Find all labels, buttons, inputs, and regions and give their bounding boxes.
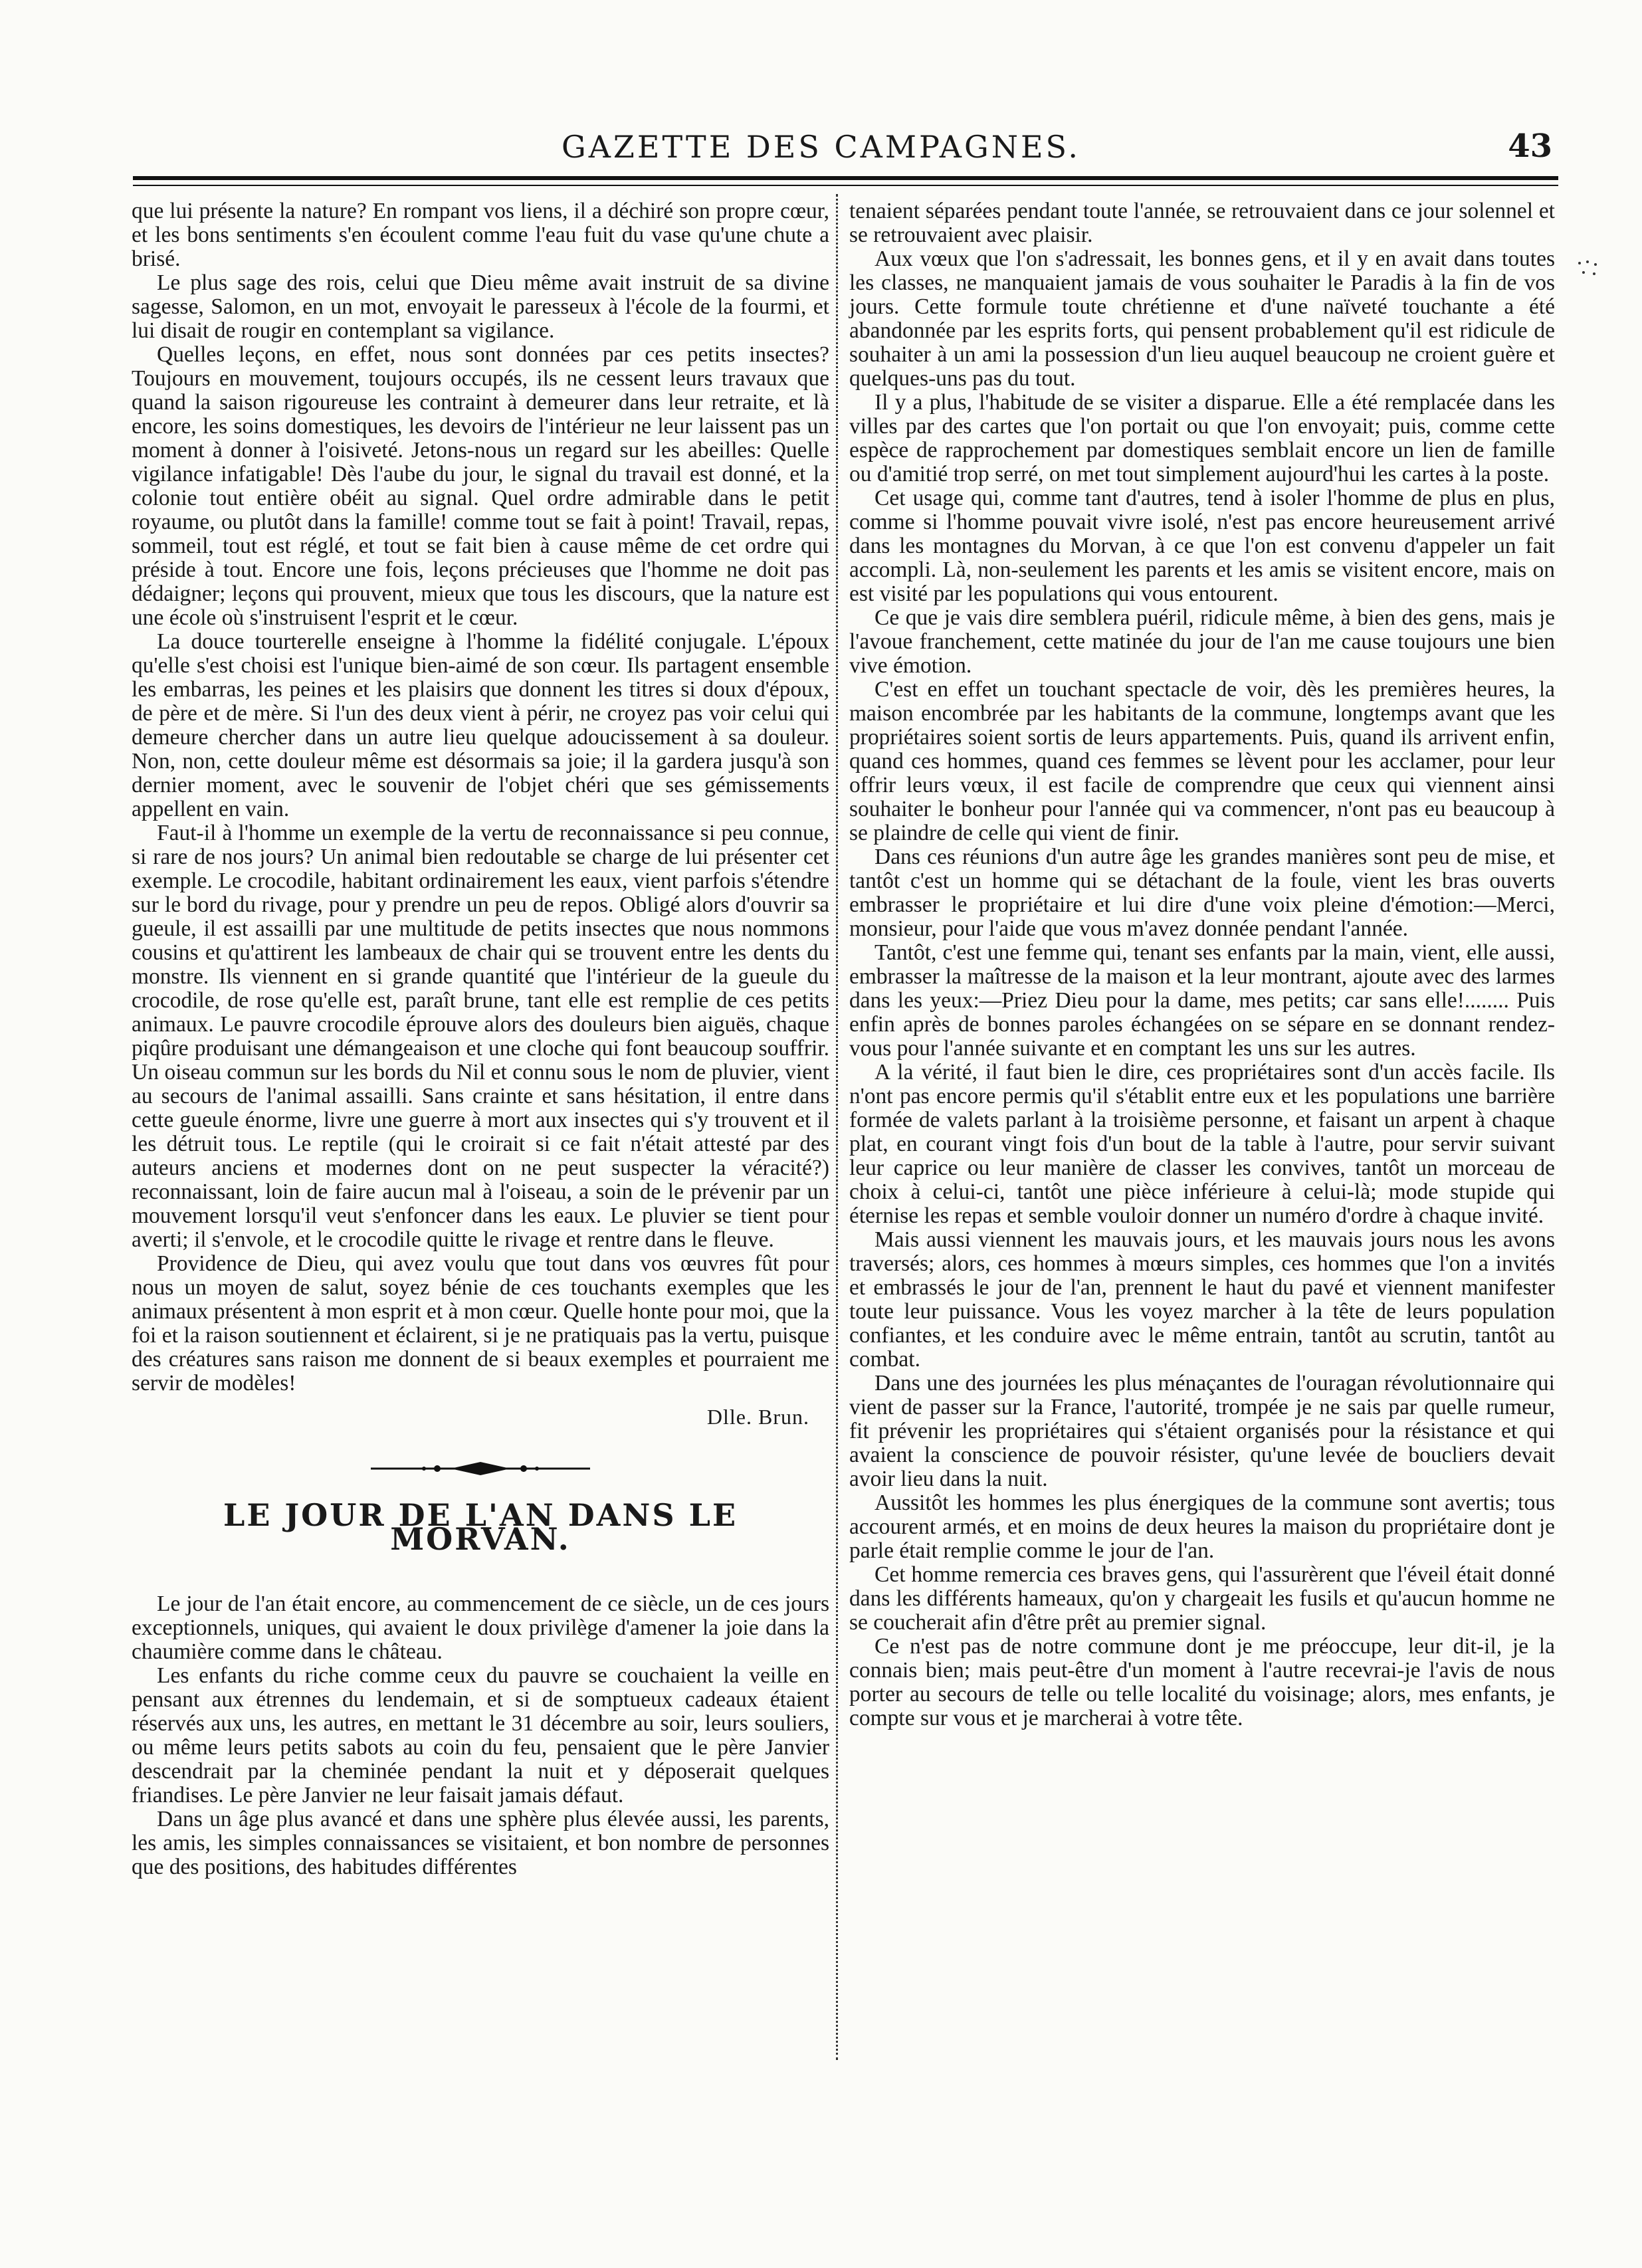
article-paragraph: Tantôt, c'est une femme qui, tenant ses enfants par la main, vient, elle aussi, embrasser la maîtresse de la maison et la leur montrant, ajoute avec des larmes dans les yeux:—Priez Dieu pour la dame, mes petits; car sans elle!........ Puis enfin après de bonnes paroles échangées on se sépare en se donnant rendez-vous pour l'année suivante et en comptant les uns sur les autres. [849, 940, 1555, 1061]
article-paragraph: Dans ces réunions d'un autre âge les grandes manières sont peu de mise, et tantôt c'est un homme qui se détachant de la foule, vient les bras ouverts embrasser le propriétaire et lui dire d'une voix pleine d'émotion:—Merci, monsieur, pour l'aide que vous m'avez donnée pendant l'année. [849, 845, 1555, 941]
article-paragraph: que lui présente la nature? En rompant vos liens, il a déchiré son propre cœur, et les bons sentiments s'en écoulent comme l'eau fuit du vase qu'une chute a brisé. [132, 199, 829, 271]
column-divider [836, 194, 845, 2060]
article-paragraph: Cet homme remercia ces braves gens, qui l'assurèrent que l'éveil était donné dans les différents hameaux, qu'on y chargeait les fusils et qu'aucun homme ne se coucherait afin d'être prêt au premier signal. [849, 1562, 1555, 1635]
margin-marks [1576, 258, 1602, 278]
right-column [849, 199, 1555, 1730]
article-paragraph: La douce tourterelle enseigne à l'homme la fidélité conjugale. L'époux qu'elle s'est choisi est l'unique bien-aimé de son cœur. Ils partagent ensemble les embarras, les peines et les plaisirs que donnent les titres si doux d'époux, de père et de mère. Si l'un des deux vient à périr, ne croyez pas voir celui qui demeure chercher dans un autre lieu quelque adoucissement à sa douleur. Non, non, cette douleur même est désormais sa joie; il la gardera jusqu'à son dernier moment, avec le souvenir de l'objet chéri que ses gémissements appellent en vain. [132, 629, 829, 821]
section-title: LE JOUR DE L'AN DANS LE MORVAN. [223, 1497, 738, 1557]
article-paragraph: Mais aussi viennent les mauvais jours, et les mauvais jours nous les avons traversés; alors, ces hommes à mœurs simples, ces hommes que l'on a invités et embrassés le jour de l'an, prennent le haut du pavé et viennent manifester toute leur puissance. Vous les voyez marcher à la tête de leurs population confiantes, et les conduire avec le même entrain, tantôt au scrutin, tantôt au combat. [849, 1227, 1555, 1372]
article-paragraph: Dans une des journées les plus ménaçantes de l'ouragan révolutionnaire qui vient de passer sur la France, l'autorité, trompée je ne sais par quelle rumeur, fit prévenir les propriétaires qui s'étaient organisés pour la résistance et qui avaient la conscience de pouvoir résister, qu'une levée de boucliers devait avoir lieu dans la nuit. [849, 1371, 1555, 1491]
header-rule-thin [133, 185, 1558, 186]
page-number: 43 [1508, 128, 1552, 165]
article-paragraph: Faut-il à l'homme un exemple de la vertu de reconnaissance si peu connue, si rare de nos jours? Un animal bien redoutable se charge de lui présenter cet exemple. Le crocodile, habitant ordinairement les eaux, vient parfois s'étendre sur le bord du rivage, pour y prendre un peu de repos. Obligé alors d'ouvrir sa gueule, il est assailli par une multitude de petits insectes que nous nommons cousins et qu'attirent les lambeaux de chair qui se trouvent entre les dents du monstre. Ils viennent en si grande quantité que l'intérieur de la gueule du crocodile, de rose qu'elle est, paraît brune, tant elle est remplie de ces petits animaux. Le pauvre crocodile éprouve alors des douleurs bien aiguës, chaque piqûre produisant une démangeaison et une cloche qui font beaucoup souffrir. Un oiseau commun sur les bords du Nil et connu sous le nom de pluvier, vient au secours de l'animal assailli. Sans crainte et sans hésitation, il entre dans cette gueule énorme, livre une guerre à mort aux insectes qui s'y trouvent et il les détruit tous. Le reptile (qui le croirait si ce fait n'était attesté par des auteurs anciens et modernes dont on ne peut suspecter la véracité?) reconnaissant, loin de faire aucun mal à l'oiseau, a soin de le prévenir par un mouvement lorsqu'il veut s'enfoncer dans les eaux. Le pluvier se tient pour averti; il s'envole, et le crocodile quitte le rivage et rentre dans le fleuve. [132, 821, 829, 1252]
article-paragraph: Cet usage qui, comme tant d'autres, tend à isoler l'homme de plus en plus, comme si l'homme pouvait vivre isolé, n'est pas encore heureusement arrivé dans les montagnes du Morvan, à ce que l'on est convenu d'appeler un fait accompli. Là, non-seulement les parents et les amis se visitent encore, mais on est visité par les populations qui vous entourent. [849, 486, 1555, 606]
article-paragraph: Le plus sage des rois, celui que Dieu même avait instruit de sa divine sagesse, Salomon, en un mot, envoyait le paresseux à l'école de la fourmi, et lui disait de rougir en contemplant sa vigilance. [132, 270, 829, 343]
article-paragraph: Aussitôt les hommes les plus énergiques de la commune sont avertis; tous accourent armés, et en moins de deux heures la maison du propriétaire dont je parle était remplie comme le jour de l'an. [849, 1491, 1555, 1563]
article-paragraph: Quelles leçons, en effet, nous sont données par ces petits insectes? Toujours en mouvement, toujours occupés, ils ne cessent leurs travaux que quand la saison rigoureuse les contraint à demeurer dans leur retraite, et là encore, les soins domestiques, les devoirs de l'intérieur ne leur laissent pas un moment à donner à l'oisiveté. Jetons-nous un regard sur les abeilles: Quelle vigilance infatigable! Dès l'aube du jour, le signal du travail est donné, et la colonie tout entière obéit au signal. Quel ordre admirable dans le petit royaume, ou plutôt dans la famille! comme tout se fait à point! Travail, repas, sommeil, tout est réglé, et tout se fait bien à cause même de cet ordre qui préside à tout. Encore une fois, leçons précieuses que l'homme ne doit pas dédaigner; leçons qui prouvent, mieux que tous les discours, que la nature est une école où s'instruisent l'esprit et le cœur. [132, 342, 829, 630]
page-header-title: GAZETTE DES CAMPAGNES. [561, 129, 1081, 165]
article-paragraph: Ce que je vais dire semblera puéril, ridicule même, à bien des gens, mais je l'avoue franchement, cette matinée du jour de l'an me cause toujours une bien vive émotion. [849, 605, 1555, 678]
article-paragraph: Ce n'est pas de notre commune dont je me préoccupe, leur dit-il, je la connais bien; mais peut-être d'un moment à l'autre recevrai-je l'avis de nous porter au secours de telle ou telle localité du voisinage; alors, mes enfants, je compte sur vous et je marcherai à votre tête. [849, 1634, 1555, 1730]
article-paragraph: C'est en effet un touchant spectacle de voir, dès les premières heures, la maison encombrée par les habitants de la commune, longtemps avant que les propriétaires soient sortis de leurs appartements. Puis, quand ils arrivent enfin, quand ces hommes, quand ces femmes se lèvent pour les acclamer, pour leur offrir leurs vœux, il est facile de comprendre que ceux qui viennent ainsi souhaiter le bonheur pour l'année qui va commencer, n'ont pas eu beaucoup à se plaindre de celle qui vient de finir. [849, 677, 1555, 845]
article-paragraph: Il y a plus, l'habitude de se visiter a disparue. Elle a été remplacée dans les villes par des cartes que l'on portait ou que l'on envoyait; puis, comme cette espèce de rapprochement par domestiques semblait encore un lien de famille ou d'amitié trop serré, on met tout simplement aujourd'hui les cartes à la poste. [849, 390, 1555, 486]
author-signature: Dlle. Brun. [706, 1405, 809, 1429]
left-column [132, 199, 829, 1879]
article-paragraph: Le jour de l'an était encore, au commencement de ce siècle, un de ces jours exceptionnels, uniques, qui avaient le doux privilège d'amener la joie dans la chaumière comme dans le château. [132, 1592, 829, 1664]
article-paragraph: Dans un âge plus avancé et dans une sphère plus élevée aussi, les parents, les amis, les simples connaissances se visitaient, et bon nombre de personnes que des positions, des habitudes différentes [132, 1807, 829, 1879]
article-paragraph: A la vérité, il faut bien le dire, ces propriétaires sont d'un accès facile. Ils n'ont pas encore permis qu'il s'établit entre eux et les populations une barrière formée de valets parlant à la troisième personne, et faisant un arpent à chaque plat, en courant vingt fois d'un bout de la table à l'autre, pour servir suivant leur caprice ou leur manière de classer les convives, tantôt un morceau de choix à celui-ci, tantôt une pièce inférieure à celui-là; mode stupide qui éternise les repas et semble vouloir donner un numéro d'ordre à chaque invité. [849, 1060, 1555, 1228]
header-rule-thick [133, 176, 1558, 180]
article-paragraph: Les enfants du riche comme ceux du pauvre se couchaient la veille en pensant aux étrennes du lendemain, et si de somptueux cadeaux étaient réservés aux uns, les autres, en mettant le 31 décembre au soir, leurs souliers, ou même leurs petits sabots au coin du feu, pensaient que le père Janvier descendrait par la cheminée pendant la nuit et y déposerait quelques friandises. Le père Janvier ne leur faisait jamais défaut. [132, 1663, 829, 1807]
article-paragraph: tenaient séparées pendant toute l'année, se retrouvaient dans ce jour solennel et se retrouvaient avec plaisir. [849, 199, 1555, 247]
article-paragraph: Providence de Dieu, qui avez voulu que tout dans vos œuvres fût pour nous un moyen de salut, soyez bénie de ces touchants exemples que les animaux présentent à mon esprit et à mon cœur. Quelle honte pour moi, que la foi et la raison soutiennent et éclairent, si je ne pratiquais pas la vertu, puisque des créatures sans raison me donnent de si beaux exemples et pourraient me servir de modèles! [132, 1251, 829, 1395]
section-ornament [371, 1461, 590, 1477]
article-paragraph: Aux vœux que l'on s'adressait, les bonnes gens, et il y en avait dans toutes les classes, ne manquaient jamais de vous souhaiter le Paradis à la fin de vos jours. Cette formule toute chrétienne et d'une naïveté touchante a été abandonnée par les esprits forts, qui pensent probablement qu'il est ridicule de souhaiter à un ami la possession d'un lieu auquel beaucoup ne croient guère et quelques-uns pas du tout. [849, 247, 1555, 391]
